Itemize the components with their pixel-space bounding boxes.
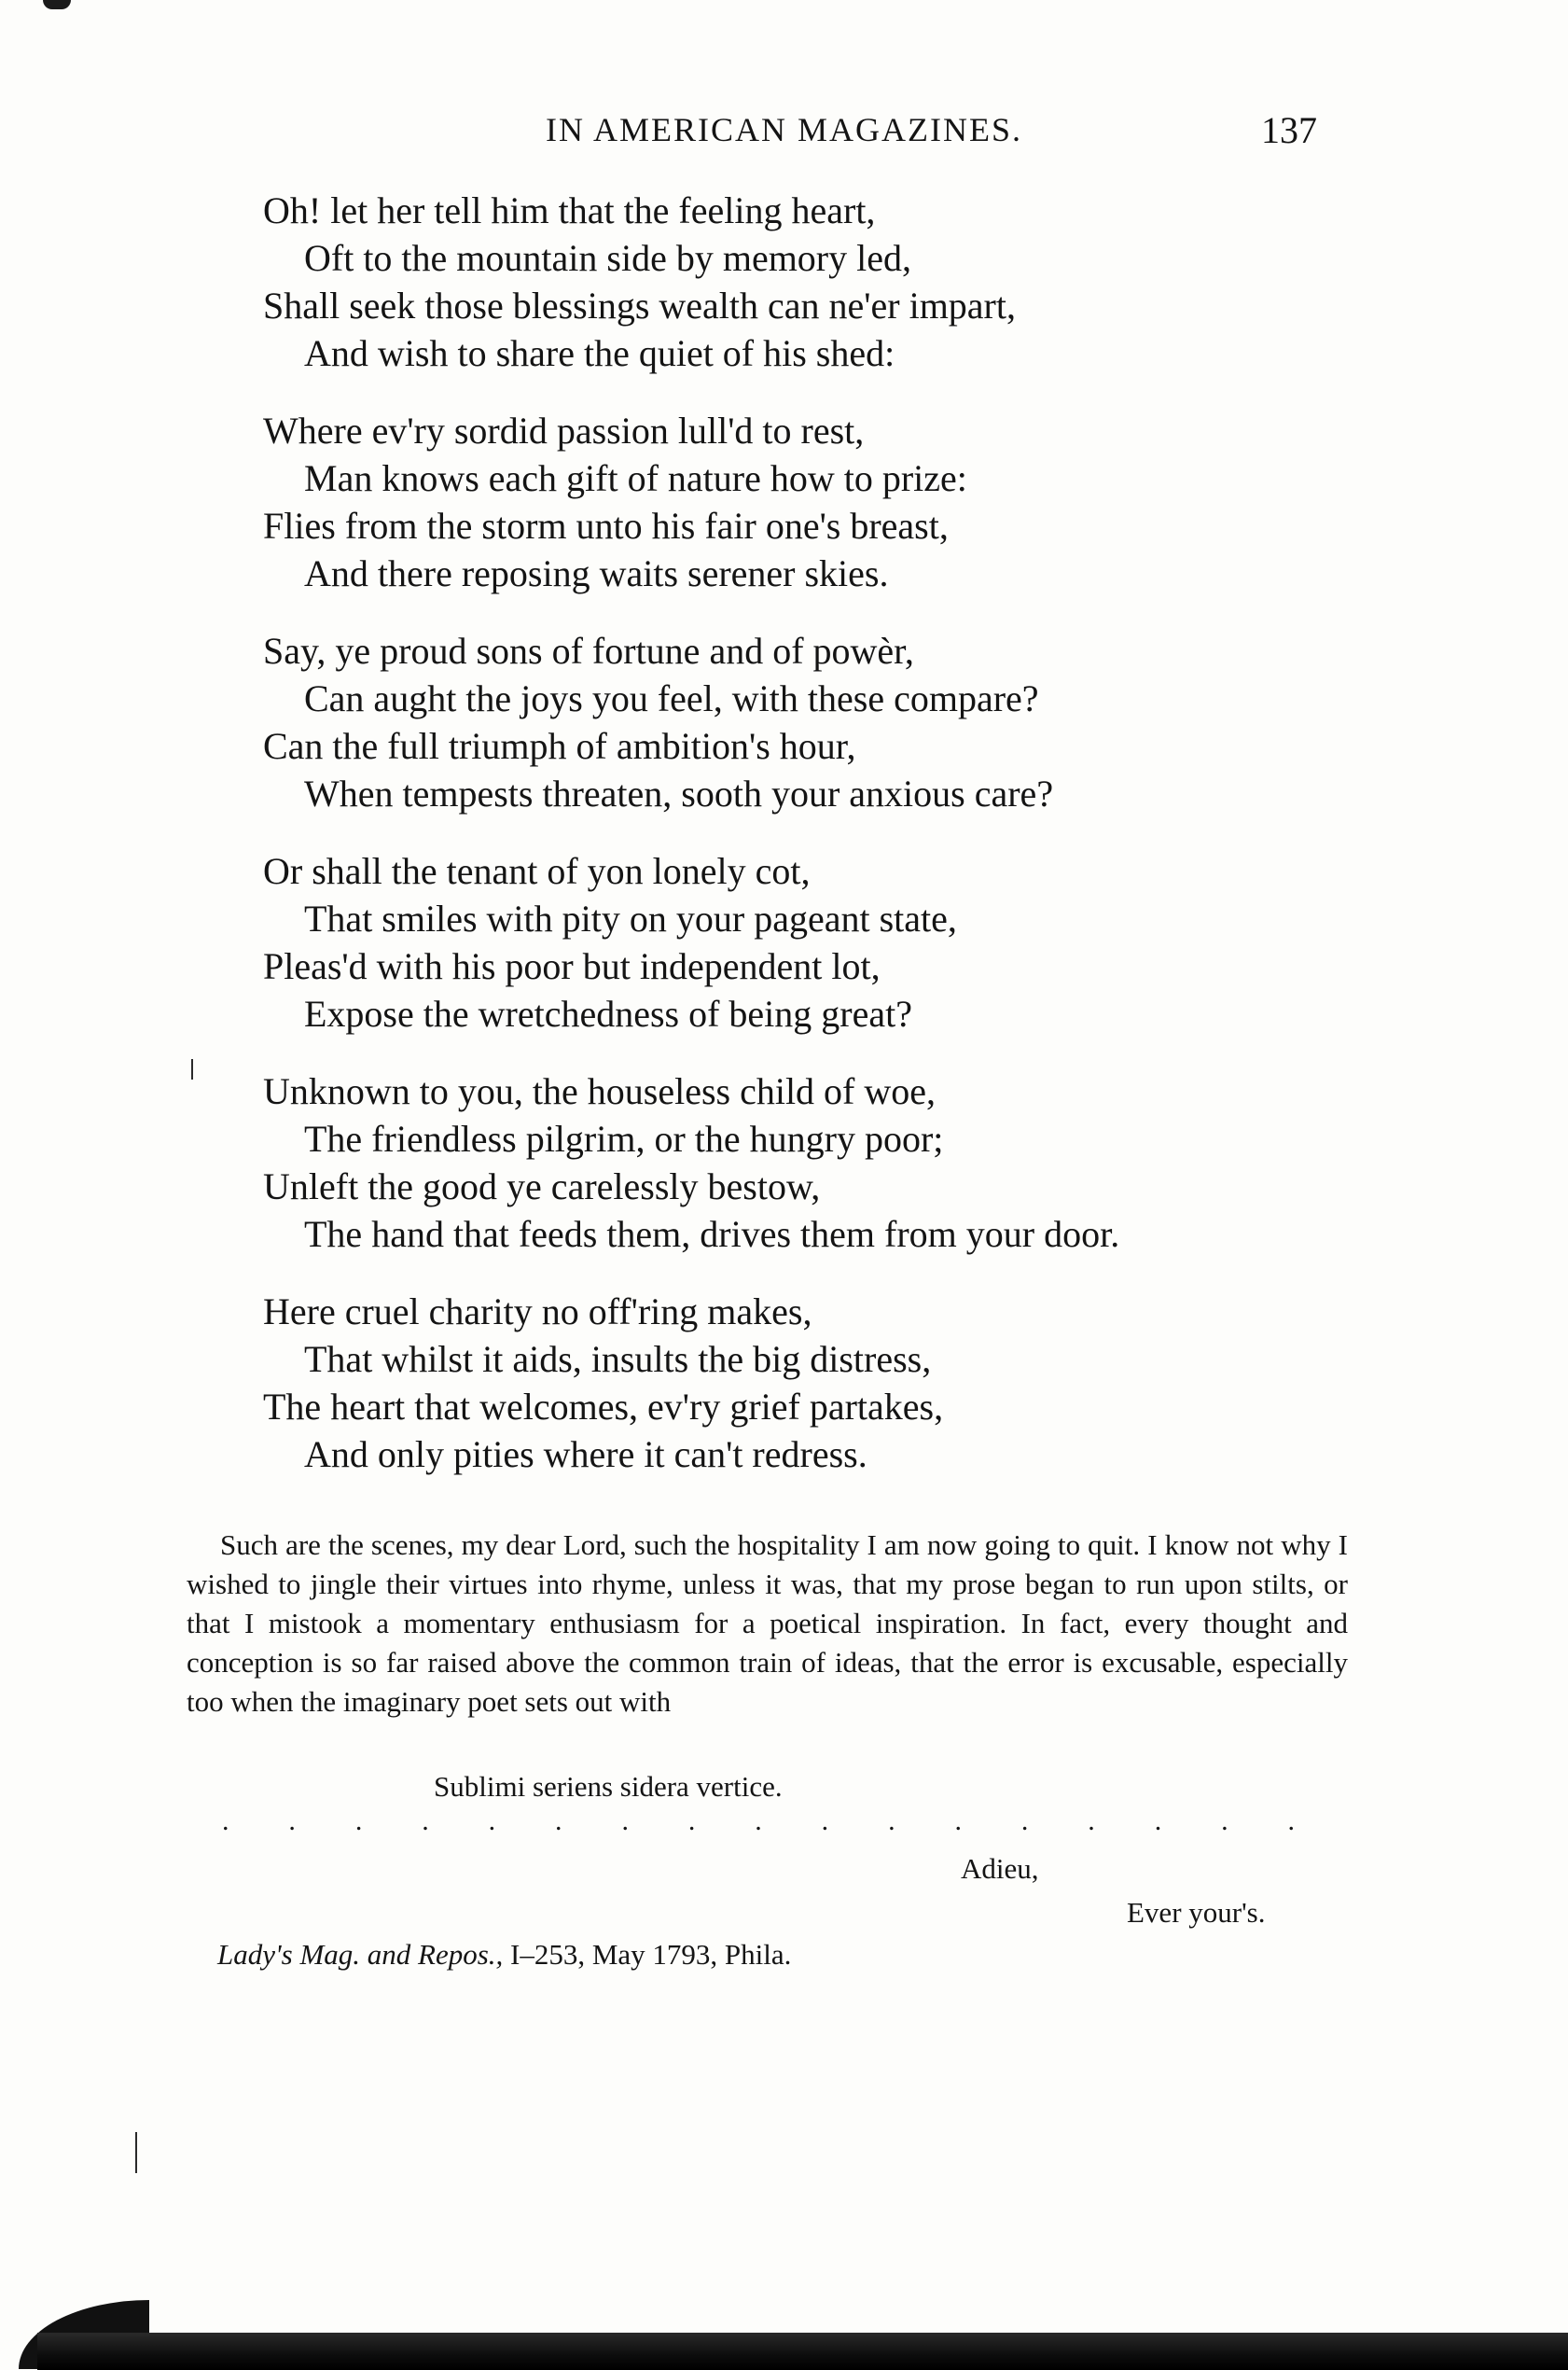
poem-line: Oh! let her tell him that the feeling heart,: [263, 189, 876, 231]
ellipsis-dot: .: [821, 1805, 829, 1836]
stanza: [263, 1067, 1382, 1258]
ellipsis-dot: .: [222, 1805, 229, 1836]
ellipsis-dot: .: [621, 1805, 629, 1836]
poem-line: That smiles with pity on your pageant state,: [304, 898, 957, 940]
poem-line: Unleft the good ye carelessly bestow,: [263, 1165, 821, 1207]
poem-line: Can the full triumph of ambition's hour,: [263, 725, 856, 767]
latin-quotation: Sublimi seriens sidera vertice.: [434, 1770, 783, 1803]
poem-line: Say, ye proud sons of fortune and of powèr,: [263, 630, 914, 672]
poem-line: When tempests threaten, sooth your anxious care?: [304, 773, 1054, 815]
poem-line: The hand that feeds them, drives them from your door.: [304, 1213, 1120, 1255]
margin-mark: [135, 2132, 137, 2173]
poem-line: Man knows each gift of nature how to prize:: [304, 457, 967, 499]
poem-line: Flies from the storm unto his fair one's breast,: [263, 505, 949, 547]
stanza: [263, 187, 1382, 377]
ellipsis-dot: .: [888, 1805, 895, 1836]
page-number: 137: [1261, 109, 1317, 151]
scan-bottom-edge: [37, 2333, 1568, 2370]
stanza: [263, 1288, 1382, 1478]
prose-paragraph: [187, 1526, 1348, 1722]
ellipsis-dot: .: [1088, 1805, 1095, 1836]
poem-line: The heart that welcomes, ev'ry grief partakes,: [263, 1386, 944, 1428]
poem-line: That whilst it aids, insults the big distress,: [304, 1338, 932, 1380]
stanza: [263, 407, 1382, 597]
ellipsis-dot: .: [687, 1805, 696, 1836]
margin-mark: [191, 1059, 193, 1080]
ellipsis-dot: .: [1154, 1805, 1162, 1836]
ellipsis-dot: .: [755, 1805, 762, 1836]
ellipsis-row: [222, 1805, 1295, 1837]
poem-line: Can aught the joys you feel, with these compare?: [304, 677, 1039, 719]
poem-line: And only pities where it can't redress.: [304, 1433, 867, 1475]
ellipsis-dot: .: [954, 1805, 962, 1836]
poem-line: Here cruel charity no off'ring makes,: [263, 1290, 812, 1332]
ellipsis-dot: .: [488, 1805, 496, 1836]
poem-line: Pleas'd with his poor but independent lot,: [263, 945, 881, 987]
poem-line: Expose the wretchedness of being great?: [304, 993, 912, 1035]
poem-line: The friendless pilgrim, or the hungry poor;: [304, 1118, 944, 1160]
signoff-adieu: Adieu,: [961, 1852, 1039, 1885]
source-citation: [217, 1938, 791, 1972]
ellipsis-dot: .: [1020, 1805, 1029, 1836]
poem-line: And there reposing waits serener skies.: [304, 552, 889, 594]
poem-line: Unknown to you, the houseless child of woe,: [263, 1070, 937, 1112]
stanza: [263, 627, 1382, 817]
ellipsis-dot: .: [288, 1805, 296, 1836]
running-header: IN AMERICAN MAGAZINES.: [546, 111, 1022, 148]
ellipsis-dot: .: [1221, 1805, 1228, 1836]
source-details: I–253, May 1793, Phila.: [503, 1938, 792, 1971]
ellipsis-dot: .: [555, 1805, 562, 1836]
source-title: Lady's Mag. and Repos.,: [217, 1938, 504, 1971]
poem: [263, 187, 1382, 1508]
ellipsis-dot: .: [1287, 1805, 1295, 1836]
poem-line: Shall seek those blessings wealth can ne'er impart,: [263, 285, 1016, 327]
stanza: [263, 847, 1382, 1038]
poem-line: Where ev'ry sordid passion lull'd to rest,: [263, 410, 865, 452]
ellipsis-dot: .: [422, 1805, 429, 1836]
scan-corner-mark: [43, 0, 71, 9]
poem-line: Or shall the tenant of yon lonely cot,: [263, 850, 811, 892]
ellipsis-dot: .: [354, 1805, 363, 1836]
poem-line: And wish to share the quiet of his shed:: [304, 332, 895, 374]
poem-line: Oft to the mountain side by memory led,: [304, 237, 911, 279]
prose-text: Such are the scenes, my dear Lord, such the hospitality I am now going to quit. I know not why I wished to jingle their virtues into rhyme, unless it was, that my prose began to run upon stilts, or that I mistook a momentary enthusiasm for a poetical inspiration. In fact, every thought and conception is so far raised above the common train of ideas, that the error is excusable, especially too when the imaginary poet sets out with: [187, 1528, 1348, 1718]
signoff-closing: Ever your's.: [1127, 1896, 1266, 1929]
